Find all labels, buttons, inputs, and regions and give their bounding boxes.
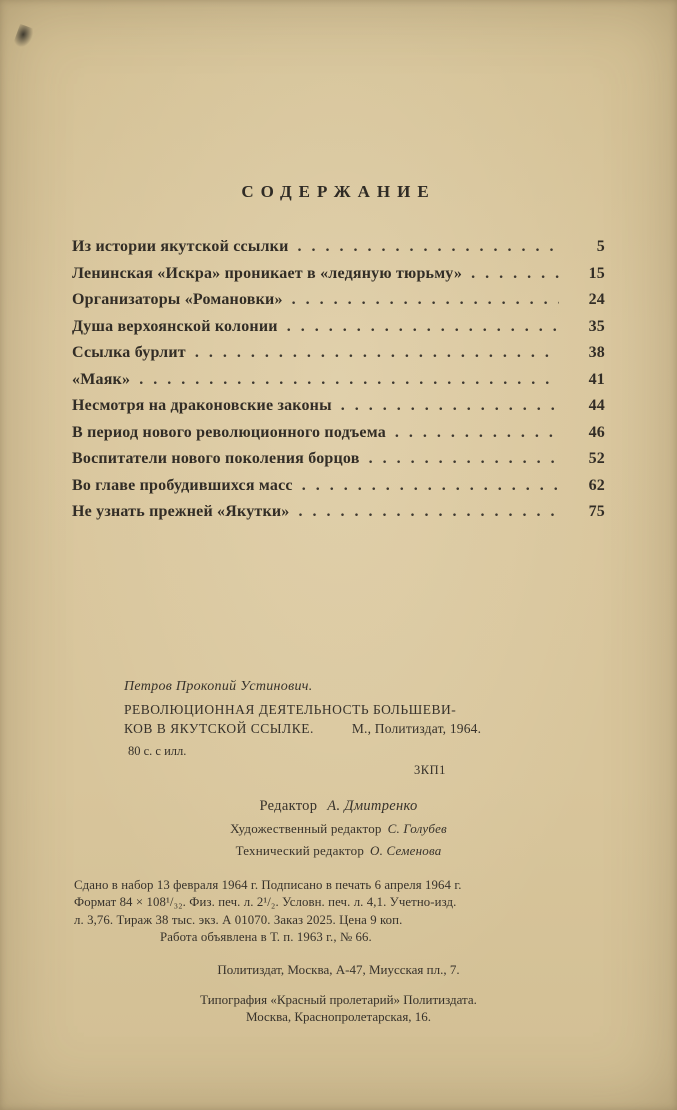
art-editor-name: С. Голубев <box>387 820 447 836</box>
dot-leader <box>292 287 559 314</box>
tech-editor-label: Технический редактор <box>235 842 365 858</box>
table-of-contents <box>72 234 605 526</box>
toc-entry <box>72 499 605 526</box>
toc-entry-page: 62 <box>588 476 605 494</box>
toc-entry <box>72 367 605 394</box>
toc-entry <box>72 287 605 314</box>
print-info-line: Работа объявлена в Т. п. 1963 г., № 66. <box>160 930 372 944</box>
toc-entry-page: 24 <box>588 291 605 308</box>
print-info-line: Сдано в набор 13 февраля 1964 г. Подписано в печать 6 апреля 1964 г. <box>74 877 462 892</box>
print-info <box>72 877 605 947</box>
editor-name: А. Дмитренко <box>327 797 418 814</box>
toc-entry <box>72 393 605 420</box>
toc-entry-page: 75 <box>588 503 605 520</box>
toc-entry <box>72 446 605 473</box>
author-name: Петров Прокопий Устинович. <box>124 678 313 694</box>
art-editor-line <box>72 821 605 837</box>
toc-entry-title: Несмотря на драконовские законы <box>72 397 332 414</box>
toc-entry-page: 35 <box>588 317 605 335</box>
colophon-block <box>72 679 605 1026</box>
tech-editor-line <box>72 843 605 859</box>
book-title-line2-text: КОВ В ЯКУТСКОЙ ССЫЛКЕ. <box>124 721 314 736</box>
toc-entry-page: 44 <box>588 397 605 414</box>
dot-leader <box>139 367 559 394</box>
printer-address: Москва, Краснопролетарская, 16. <box>245 1009 432 1024</box>
toc-entry-page: 52 <box>588 450 605 467</box>
dot-leader <box>302 473 559 500</box>
toc-entry-title: Из истории якутской ссылки <box>72 238 289 255</box>
dot-leader <box>299 499 559 526</box>
publisher-address: Политиздат, Москва, А-47, Миусская пл., 7. <box>217 961 460 977</box>
toc-entry-title: Воспитатели нового поколения борцов <box>72 450 360 467</box>
toc-entry <box>72 420 605 447</box>
printer-block <box>72 991 605 1026</box>
toc-entry <box>72 314 605 341</box>
toc-entry-title: Не узнать прежней «Якутки» <box>72 503 290 520</box>
toc-entry-title: Ссылка бурлит <box>72 344 186 361</box>
dot-leader <box>195 340 559 367</box>
art-editor-label: Художественный редактор <box>230 820 382 836</box>
dot-leader <box>395 420 559 447</box>
dot-leader <box>298 234 559 261</box>
book-title <box>124 700 605 739</box>
print-info-line: Формат 84 × 108¹/₃₂. Физ. печ. л. 2¹/₂. Условн. печ. л. 4,1. Учетно-изд. <box>74 895 457 909</box>
toc-entry-page: 5 <box>596 238 605 255</box>
dot-leader <box>287 314 559 341</box>
dot-leader <box>369 446 559 473</box>
toc-entry-page: 38 <box>588 344 605 361</box>
book-title-line1: РЕВОЛЮЦИОННАЯ ДЕЯТЕЛЬНОСТЬ БОЛЬШЕВИ- <box>124 701 457 717</box>
pages-note: 80 с. с илл. <box>128 743 187 758</box>
print-info-line: л. 3,76. Тираж 38 тыс. экз. А 01070. Заказ 2025. Цена 9 коп. <box>74 912 403 927</box>
editor-label: Редактор <box>259 797 318 814</box>
toc-entry-page: 15 <box>588 264 605 282</box>
toc-entry-title: В период нового революционного подъема <box>72 423 386 441</box>
toc-entry-page: 41 <box>588 370 605 388</box>
toc-entry-title: Во главе пробудившихся масс <box>72 476 293 494</box>
toc-entry-title: «Маяк» <box>72 370 131 388</box>
toc-entry <box>72 234 605 261</box>
dot-leader <box>341 393 559 420</box>
dot-leader <box>471 261 559 288</box>
classification-code: 3КП1 <box>414 762 446 777</box>
imprint-short: М., Политиздат, 1964. <box>351 721 482 736</box>
toc-entry <box>72 473 605 500</box>
toc-entry-page: 46 <box>588 423 605 441</box>
tech-editor-name: О. Семенова <box>370 842 442 858</box>
toc-entry-title: Ленинская «Искра» проникает в «ледяную тюрьму» <box>72 264 463 282</box>
toc-entry-title: Организаторы «Романовки» <box>72 291 283 308</box>
toc-entry <box>72 340 605 367</box>
toc-heading: СОДЕРЖАНИЕ <box>241 182 436 201</box>
page-corner-smudge <box>13 24 36 50</box>
book-title-line2 <box>124 719 605 739</box>
toc-entry <box>72 261 605 288</box>
editor-line <box>72 798 605 815</box>
toc-entry-title: Душа верхоянской колонии <box>72 317 278 335</box>
printer-name: Типография «Красный пролетарий» Политиздата. <box>200 991 477 1007</box>
